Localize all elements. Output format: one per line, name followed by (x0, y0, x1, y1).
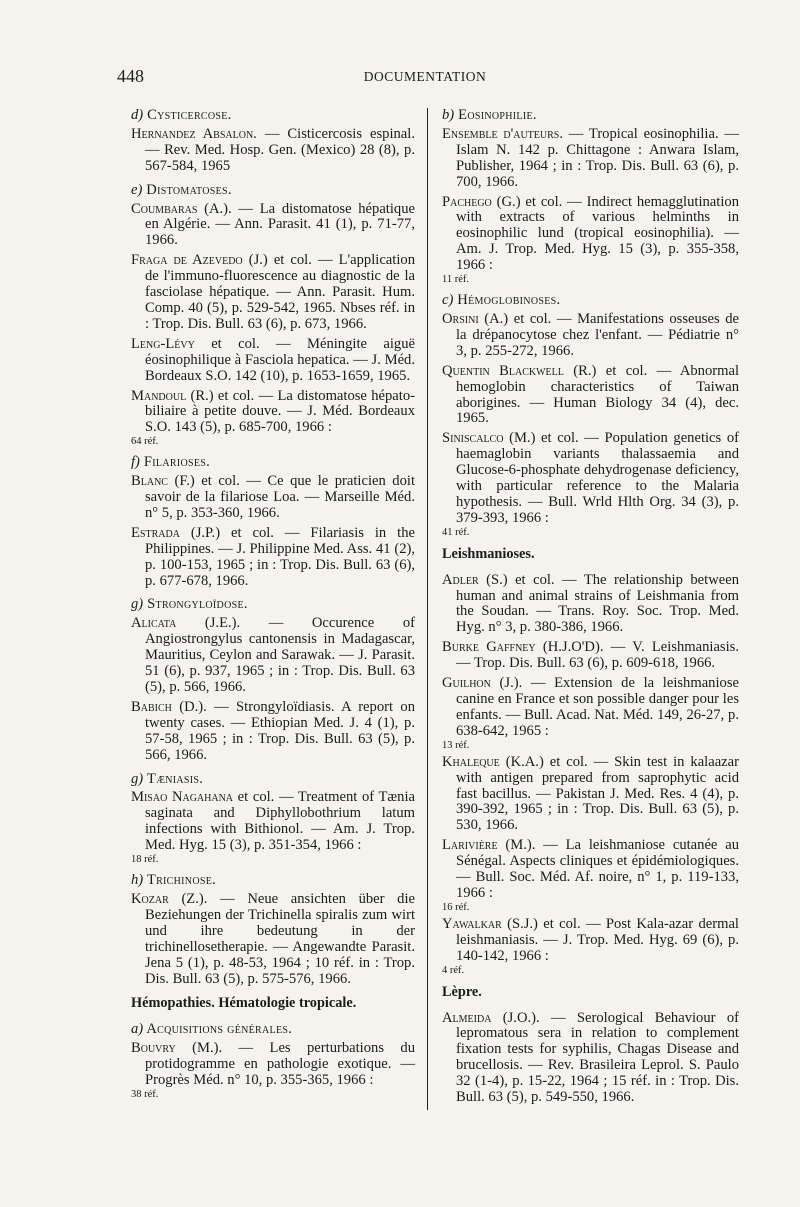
subsection-heading (131, 597, 415, 613)
entry-citation: (M.) et col. — Population genetics of haemaglobin variants thalassaemia and Glucose-6-phosphate dehydrogenase deficiency, with particular reference to the Malaria hypothesis. — Bull. Wrld Hlth Org. 34 (3), p. 379-393, 1966 : (456, 430, 739, 526)
section-heading: Leishmanioses. (442, 545, 535, 562)
subsection-letter: e) (131, 181, 143, 198)
bibliography-entry (442, 917, 739, 976)
bibliography-entry (131, 790, 415, 865)
bibliography-entry (131, 1041, 415, 1100)
bibliography-entry (442, 127, 739, 191)
entry-author: Misao Nagahana (131, 789, 234, 806)
entry-citation: (F.) et col. — Ce que le praticien doit savoir de la filariose Loa. — Marseille Méd. n° 5, p. 353-360, 1966. (145, 473, 415, 521)
entry-author: Khaleque (442, 753, 500, 770)
subsection-letter: a) (131, 1021, 144, 1038)
reference-count: 41 réf. (442, 526, 470, 538)
subsection-letter: g) (131, 770, 144, 787)
bibliography-entry (131, 202, 415, 250)
subsection-heading (131, 455, 415, 471)
entry-citation: (R.) et col. — Abnormal hemoglobin characteristics of Taiwan aborigines. — Human Biology 34 (4), dec. 1965. (456, 362, 739, 427)
entry-citation: — Cisticercosis espinal. — Rev. Med. Hosp. Gen. (Mexico) 28 (8), p. 567-584, 1965 (145, 125, 415, 174)
entry-citation: (S.) et col. — The relationship between human and animal strains of Leishmania from the Soudan. — Trans. Roy. Soc. Trop. Med. Hyg. n° 3, p. 380-386, 1966. (456, 571, 739, 636)
bibliography-entry (131, 700, 415, 764)
entry-citation: et col. — Treatment of Tænia saginata and Diphyllobothrium latum infections with Bithionol. — Am. J. Trop. Med. Hyg. 15 (3), p. 351-354, 1966 : (145, 789, 415, 854)
subsection-title: Hémoglobinoses. (453, 292, 561, 309)
bibliography-entry (442, 312, 739, 360)
reference-count: 13 réf. (442, 739, 470, 751)
entry-author: Blanc (131, 473, 168, 490)
reference-count: 4 réf. (442, 964, 465, 976)
entry-author: Mandoul (131, 387, 187, 404)
entry-citation: (H.J.O'D). — V. Leishmaniasis. — Trop. Dis. Bull. 63 (6), p. 609-618, 1966. (456, 639, 739, 672)
bibliography-entry (131, 127, 415, 175)
bibliography-entry (442, 838, 739, 913)
running-head: DOCUMENTATION (363, 69, 487, 84)
entry-author: Coumbaras (A.). (131, 200, 232, 217)
bibliography-entry (442, 1011, 739, 1106)
section-heading: Lèpre. (442, 983, 482, 1000)
subsection-title: Eosinophilie. (454, 107, 537, 123)
subsection-title: Distomatoses. (142, 181, 232, 198)
subsection-letter: g) (131, 596, 144, 613)
bibliography-entry (442, 640, 739, 672)
reference-count: 11 réf. (442, 274, 470, 286)
reference-count: 18 réf. (131, 854, 159, 866)
entry-author: Hernandez Absalon. (131, 125, 257, 142)
bibliography-entry (442, 676, 739, 751)
entry-citation: — Tropical eosinophilia. — Islam N. 142 p. Chittagone : Anwara Islam, Publisher, 1964 ; in : Trop. Dis. Bull. 63 (6), p. 700, 1966. (456, 125, 739, 190)
reference-count: 16 réf. (442, 901, 470, 913)
subsection-letter: f) (131, 454, 140, 471)
entry-citation: (J.O.). — Serological Behaviour of lepromatous sera in relation to complement fixation tests for syphilis, Chagas Disease and brucellosis. — Rev. Brasileira Leprol. S. Paulo 32 (1-4), p. 15-22, 1964 ; 15 réf. in : Trop. Dis. Bull. 63 (5), p. 549-550, 1966. (456, 1009, 739, 1106)
entry-author: Quentin Blackwell (442, 362, 564, 379)
entry-author: Pachego (442, 193, 492, 210)
subsection-heading (131, 772, 415, 788)
subsection-heading (131, 108, 415, 124)
bibliography-entry (131, 389, 415, 448)
entry-citation: (K.A.) et col. — Skin test in kalaazar with antigen prepared from saprophytic acid fast bacillus. — Pakistan J. Med. Res. 4 (4), p. 390-392, 1965 ; in : Trop. Dis. Bull. 63 (5), p. 530, 1966. (456, 753, 739, 834)
left-column (131, 108, 415, 1104)
bibliography-entry (442, 573, 739, 637)
subsection-heading (131, 1022, 415, 1038)
entry-citation: — La distomatose hépatique en Algérie. — Ann. Parasit. 41 (1), p. 71-77, 1966. (145, 200, 415, 249)
entry-citation: (A.) et col. — Manifestations osseuses de la drépanocytose chez l'enfant. — Pédiatrie n° 3, p. 255-272, 1966. (456, 310, 739, 359)
subsection-title: Trichinose. (143, 872, 217, 889)
subsection-letter: h) (131, 872, 144, 889)
subsection-heading (131, 183, 415, 199)
entry-citation: (M.). — Les perturbations du protidogramme en pathologie exotique. — Progrès Méd. n° 10, p. 355-365, 1966 : (145, 1040, 415, 1089)
bibliography-entry (442, 195, 739, 286)
entry-citation: (Z.). — Neue ansichten über die Beziehungen der Trichinella spiralis zum wirt und ihre bedeutung in der trichinellosetherapie. — Angewandte Parasit. Jena 5 (1), p. 48-53, 1964 ; 10 réf. in : Trop. Dis. Bull. 63 (5), p. 575-576, 1966. (145, 890, 415, 987)
entry-author: Almeida (442, 1009, 492, 1026)
subsection-letter: d) (131, 107, 144, 123)
page-number: 448 (117, 66, 144, 86)
bibliography-entry (131, 253, 415, 333)
entry-author: Yawalkar (442, 915, 502, 932)
entry-citation: (G.) et col. — Indirect hemagglutination with extracts of various helminths in eosinophilic lund (tropical eosinophilia). — Am. J. Trop. Med. Hyg. 15 (3), p. 355-358, 1966 : (456, 193, 739, 274)
subsection-title: Cysticercose. (143, 107, 232, 123)
right-column (427, 108, 739, 1110)
subsection-heading (442, 293, 739, 309)
subsection-title: Tæniasis. (143, 770, 204, 787)
subsection-letter: b) (442, 107, 455, 123)
subsection-title: Acquisitions générales. (143, 1021, 293, 1038)
entry-citation: et col. — Méningite aiguë éosinophilique à Fasciola hepatica. — J. Méd. Bordeaux S.O. 142 (10), p. 1653-1659, 1965. (145, 335, 415, 384)
entry-citation: (J.P.) et col. — Filariasis in the Philippines. — J. Philippine Med. Ass. 41 (2), p. 100-153, 1965 ; in : Trop. Dis. Bull. 63 (6), p. 677-678, 1966. (145, 524, 415, 589)
entry-citation: (J.) et col. — L'application de l'immuno-fluorescence au diagnostic de la fasciolase hépatique. — Ann. Parasit. Hum. Comp. 40 (5), p. 529-542, 1965. Nbses réf. in : Trop. Dis. Bull. 63 (6), p. 673, 1966. (145, 252, 415, 332)
bibliography-entry (442, 431, 739, 537)
entry-author: Larivière (442, 837, 498, 854)
page-header (117, 66, 733, 88)
entry-citation: (J.). — Extension de la leishmaniose canine en France et son possible danger pour les enfants. — Bull. Acad. Nat. Méd. 149, 26-27, p. 638-642, 1965 : (456, 675, 739, 739)
reference-count: 64 réf. (131, 436, 159, 448)
entry-author: Adler (442, 571, 479, 588)
entry-author: Babich (131, 698, 172, 715)
entry-author: Kozar (131, 890, 169, 907)
bibliography-entry (442, 755, 739, 835)
entry-citation: (J.E.). — Occurence of Angiostrongylus cantonensis in Madagascar, Mauritius, Ceylon and Sarawak. — J. Parasit. 51 (6), p. 937, 1965 ; in : Trop. Dis. Bull. 63 (5), p. 566, 1966. (145, 615, 415, 695)
section-heading: Hémopathies. Hématologie tropicale. (131, 995, 357, 1012)
entry-author: Bouvry (131, 1040, 176, 1057)
entry-author: Estrada (131, 524, 180, 541)
entry-author: Guilhon (442, 675, 491, 692)
entry-author: Alicata (131, 615, 177, 632)
entry-author: Leng-Lévy (131, 335, 195, 352)
entry-author: Fraga de Azevedo (131, 252, 243, 269)
entry-author: Burke Gaffney (442, 639, 536, 656)
entry-citation: (M.). — La leishmaniose cutanée au Sénégal. Aspects cliniques et épidémiologiques. — Bull. Soc. Méd. Af. noire, n° 1, p. 119-133, 1966 : (456, 837, 739, 901)
bibliography-entry (131, 616, 415, 696)
entry-citation: (D.). — Strongyloïdiasis. A report on twenty cases. — Ethiopian Med. J. 4 (1), p. 57-58, 1965 ; in : Trop. Dis. Bull. 63 (5), p. 566, 1966. (145, 698, 415, 763)
entry-author: Ensemble d'auteurs. (442, 125, 563, 142)
bibliography-entry (131, 474, 415, 522)
bibliography-entry (442, 364, 739, 428)
subsection-heading (131, 873, 415, 889)
entry-author: Orsini (442, 310, 479, 327)
entry-citation: (S.J.) et col. — Post Kala-azar dermal leishmaniasis. — J. Trop. Med. Hyg. 69 (6), p. 140-142, 1966 : (456, 915, 739, 964)
reference-count: 38 réf. (131, 1088, 159, 1100)
bibliography-entry (131, 526, 415, 590)
bibliography-entry (131, 337, 415, 385)
subsection-heading (442, 108, 739, 124)
bibliography-entry (131, 892, 415, 987)
subsection-title: Strongyloïdose. (143, 596, 248, 613)
entry-citation: (R.) et col. — La distomatose hépato-biliaire à petite douve. — J. Méd. Bordeaux S.O. 143 (5), p. 685-700, 1966 : (145, 387, 415, 436)
entry-author: Siniscalco (442, 430, 504, 447)
subsection-letter: c) (442, 292, 454, 309)
subsection-title: Filarioses. (139, 454, 211, 471)
